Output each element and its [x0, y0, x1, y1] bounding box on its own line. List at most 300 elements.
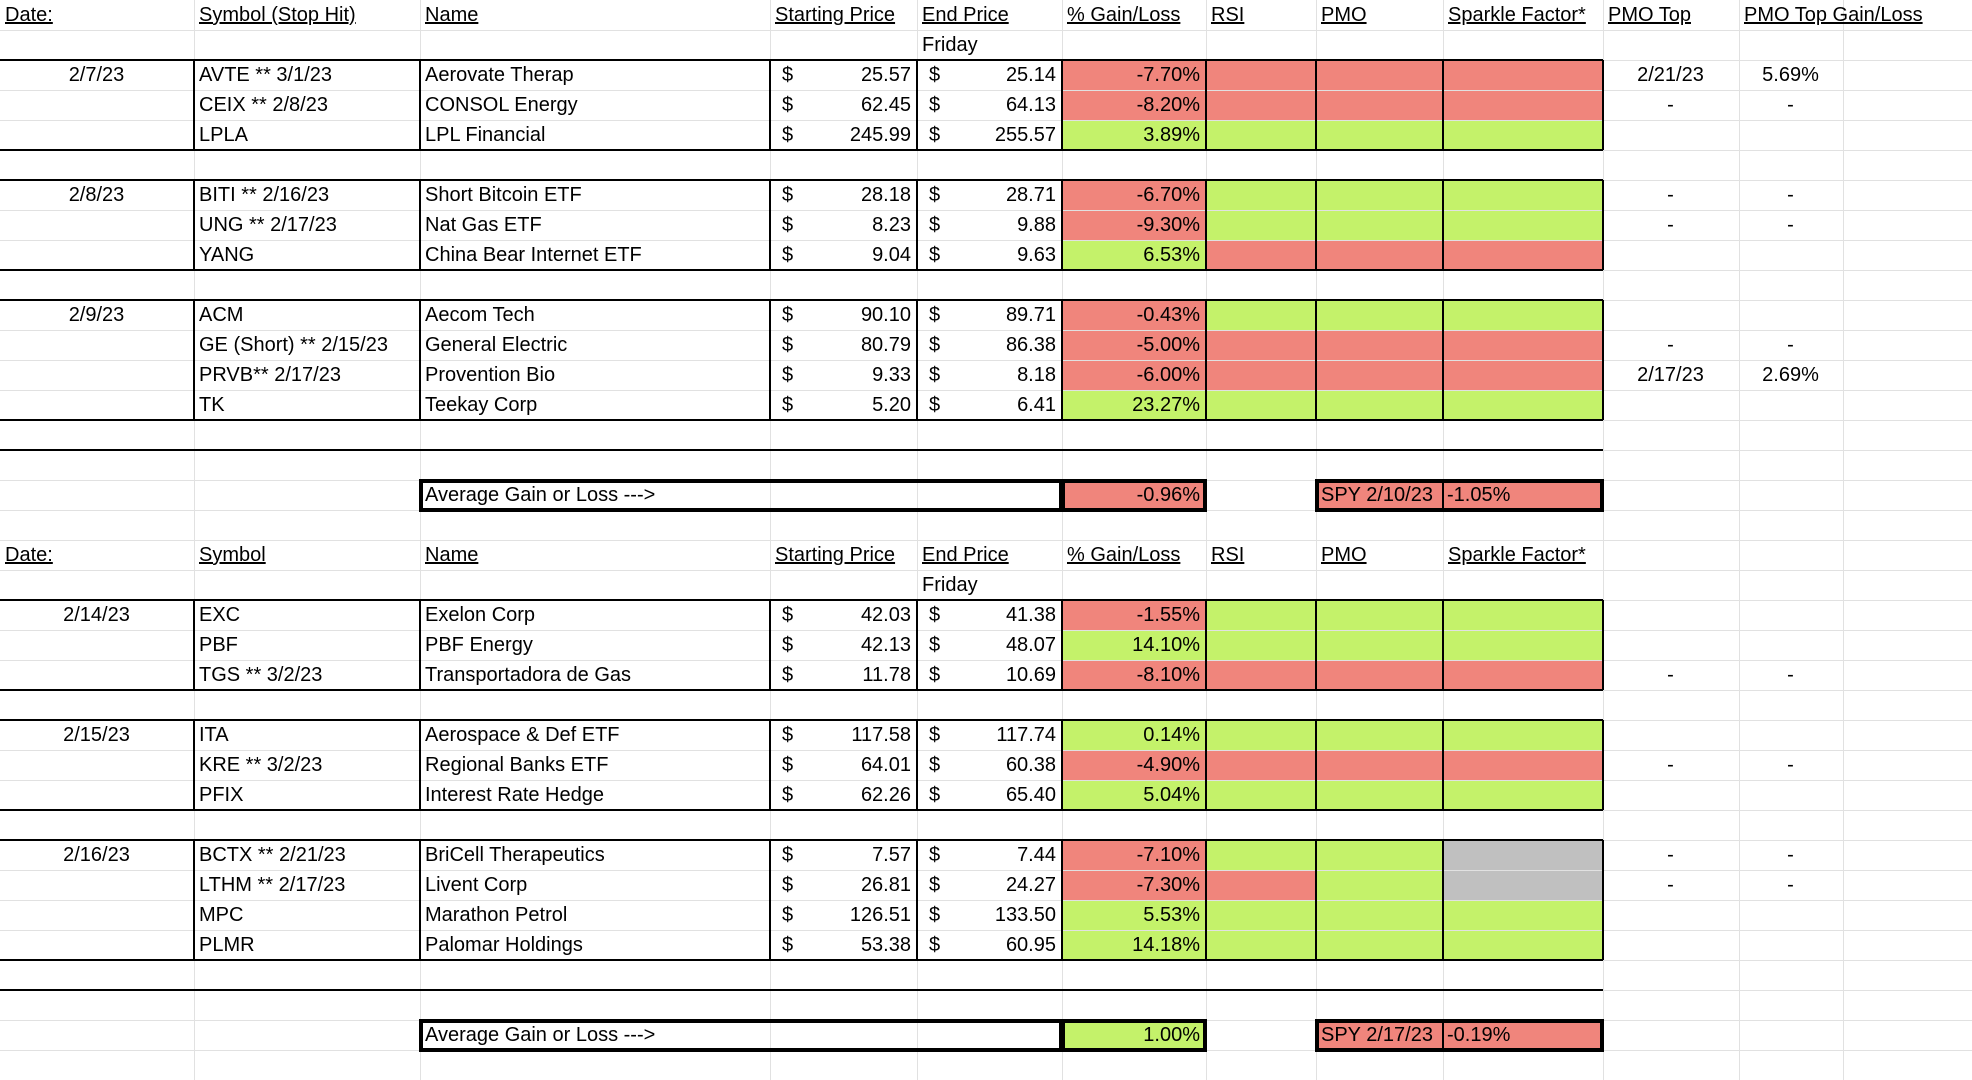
starting-price-cell[interactable]: 53.38 — [860, 934, 911, 956]
group-column-border — [419, 60, 421, 150]
rsi-indicator — [1207, 331, 1316, 360]
header-rsi[interactable]: RSI — [1211, 4, 1245, 26]
header-starting-price[interactable]: Starting Price — [775, 4, 896, 26]
end-currency[interactable]: $ — [929, 844, 941, 866]
end-currency[interactable]: $ — [929, 394, 941, 416]
gain-loss-cell[interactable]: -8.10% — [1136, 664, 1200, 686]
name-cell[interactable]: Palomar Holdings — [425, 934, 583, 956]
average-box-label — [419, 479, 1063, 512]
end-price-cell[interactable]: 41.38 — [1005, 604, 1056, 626]
end-price-cell[interactable]: 86.38 — [1005, 334, 1056, 356]
start-currency[interactable]: $ — [782, 634, 794, 656]
pmo-top-gain-cell[interactable]: - — [1787, 94, 1794, 116]
spy-value[interactable]: -1.05% — [1447, 484, 1511, 506]
name-cell[interactable]: BriCell Therapeutics — [425, 844, 605, 866]
end-currency[interactable]: $ — [929, 214, 941, 236]
starting-price-cell[interactable]: 11.78 — [862, 664, 911, 686]
group-date[interactable]: 2/15/23 — [63, 724, 130, 746]
group-column-border — [1315, 180, 1317, 270]
symbol-cell[interactable]: LPLA — [199, 124, 248, 146]
name-cell[interactable]: Aecom Tech — [425, 304, 535, 326]
group-column-border — [1205, 300, 1207, 420]
pmo-indicator — [1317, 61, 1443, 90]
header-rsi[interactable]: RSI — [1211, 544, 1245, 566]
symbol-cell[interactable]: AVTE ** 3/1/23 — [199, 64, 333, 86]
starting-price-cell[interactable]: 42.03 — [860, 604, 911, 626]
end-price-cell[interactable]: 24.27 — [1005, 874, 1056, 896]
name-cell[interactable]: Interest Rate Hedge — [425, 784, 604, 806]
name-cell[interactable]: Regional Banks ETF — [425, 754, 609, 776]
pmo-top-gain-cell[interactable] — [1739, 120, 1843, 150]
group-column-border — [769, 600, 771, 690]
group-column-border — [769, 840, 771, 960]
name-cell[interactable]: Nat Gas ETF — [425, 214, 542, 236]
average-label[interactable]: Average Gain or Loss ---> — [425, 484, 656, 506]
rsi-indicator — [1207, 931, 1316, 960]
pmo-indicator — [1317, 331, 1443, 360]
pmo-top-gain-cell[interactable] — [1739, 900, 1843, 930]
start-currency[interactable]: $ — [782, 904, 794, 926]
pmo-top-cell[interactable]: - — [1667, 334, 1674, 356]
end-currency[interactable]: $ — [929, 634, 941, 656]
pmo-top-gain-cell[interactable] — [1739, 240, 1843, 270]
pmo-top-gain-cell[interactable]: - — [1787, 874, 1794, 896]
name-cell[interactable]: Livent Corp — [425, 874, 528, 896]
pmo-indicator — [1317, 181, 1443, 210]
pmo-indicator — [1317, 91, 1443, 120]
symbol-cell[interactable]: BCTX ** 2/21/23 — [199, 844, 346, 866]
name-cell[interactable]: General Electric — [425, 334, 568, 356]
pmo-top-cell[interactable] — [1603, 120, 1739, 150]
gain-loss-cell[interactable]: 3.89% — [1143, 124, 1200, 146]
pmo-top-gain-cell[interactable] — [1739, 300, 1843, 330]
end-price-cell[interactable]: 89.71 — [1005, 304, 1056, 326]
group-date[interactable]: 2/14/23 — [63, 604, 130, 626]
group-column-border — [1061, 720, 1063, 810]
section-border — [0, 449, 1603, 451]
header-date[interactable]: Date: — [5, 544, 53, 566]
gain-loss-cell[interactable]: 5.04% — [1143, 784, 1200, 806]
symbol-cell[interactable]: CEIX ** 2/8/23 — [199, 94, 328, 116]
pmo-top-gain-cell[interactable]: - — [1787, 664, 1794, 686]
starting-price-cell[interactable]: 90.10 — [860, 304, 911, 326]
end-price-cell[interactable]: 28.71 — [1005, 184, 1056, 206]
header-gain-loss[interactable]: % Gain/Loss — [1067, 544, 1181, 566]
rsi-indicator — [1207, 781, 1316, 810]
symbol-cell[interactable]: TGS ** 3/2/23 — [199, 664, 323, 686]
symbol-cell[interactable]: PLMR — [199, 934, 255, 956]
gain-loss-cell[interactable]: -4.90% — [1136, 754, 1200, 776]
end-price-cell[interactable]: 60.95 — [1005, 934, 1056, 956]
header-pmo-top-gain[interactable]: PMO Top Gain/Loss — [1744, 4, 1923, 26]
symbol-cell[interactable]: LTHM ** 2/17/23 — [199, 874, 346, 896]
end-price-cell[interactable]: 7.44 — [1017, 844, 1056, 866]
pmo-top-gain-cell[interactable] — [1739, 780, 1843, 810]
end-price-cell[interactable]: 133.50 — [994, 904, 1056, 926]
end-price-cell[interactable]: 6.41 — [1017, 394, 1056, 416]
header-sparkle-factor[interactable]: Sparkle Factor* — [1448, 544, 1586, 566]
gain-loss-cell[interactable]: -0.43% — [1136, 304, 1200, 326]
start-currency[interactable]: $ — [782, 334, 794, 356]
symbol-cell[interactable]: MPC — [199, 904, 244, 926]
group-column-border — [1315, 840, 1317, 960]
name-cell[interactable]: LPL Financial — [425, 124, 546, 146]
name-cell[interactable]: Aerovate Therap — [425, 64, 574, 86]
pmo-top-gain-cell[interactable] — [1739, 600, 1843, 630]
group-column-border — [1442, 180, 1444, 270]
header-starting-price[interactable]: Starting Price — [775, 544, 896, 566]
pmo-indicator — [1317, 361, 1443, 390]
end-currency[interactable]: $ — [929, 244, 941, 266]
rsi-indicator — [1207, 901, 1316, 930]
pmo-indicator — [1317, 241, 1443, 270]
group-column-border — [1061, 60, 1063, 150]
group-date[interactable]: 2/7/23 — [68, 64, 125, 86]
name-cell[interactable]: Transportadora de Gas — [425, 664, 632, 686]
pmo-top-gain-cell[interactable]: - — [1787, 754, 1794, 776]
start-currency[interactable]: $ — [782, 184, 794, 206]
rsi-indicator — [1207, 871, 1316, 900]
end-currency[interactable]: $ — [929, 934, 941, 956]
gain-loss-cell[interactable]: -1.55% — [1136, 604, 1200, 626]
end-currency[interactable]: $ — [929, 904, 941, 926]
end-price-cell[interactable]: 64.13 — [1005, 94, 1056, 116]
pmo-top-cell[interactable]: 2/17/23 — [1637, 364, 1704, 386]
end-price-cell[interactable]: 8.18 — [1017, 364, 1056, 386]
pmo-top-cell[interactable]: - — [1667, 754, 1674, 776]
group-column-border — [1602, 720, 1604, 810]
starting-price-cell[interactable]: 117.58 — [851, 724, 911, 746]
pmo-top-cell[interactable]: 2/21/23 — [1637, 64, 1704, 86]
start-currency[interactable]: $ — [782, 244, 794, 266]
symbol-cell[interactable]: YANG — [199, 244, 255, 266]
end-price-cell[interactable]: 255.57 — [994, 124, 1056, 146]
pmo-top-gain-cell[interactable]: - — [1787, 334, 1794, 356]
rsi-indicator — [1207, 241, 1316, 270]
pmo-top-gain-cell[interactable]: - — [1787, 844, 1794, 866]
pmo-indicator — [1317, 751, 1443, 780]
gain-loss-cell[interactable]: -9.30% — [1136, 214, 1200, 236]
starting-price-cell[interactable]: 126.51 — [849, 904, 911, 926]
gain-loss-cell[interactable]: 23.27% — [1132, 394, 1200, 416]
pmo-top-cell[interactable] — [1603, 300, 1739, 330]
group-column-border — [1602, 600, 1604, 690]
pmo-top-gain-cell[interactable]: - — [1787, 214, 1794, 236]
end-currency[interactable]: $ — [929, 604, 941, 626]
symbol-cell[interactable]: PRVB** 2/17/23 — [199, 364, 341, 386]
group-column-border — [1315, 600, 1317, 690]
starting-price-cell[interactable]: 25.57 — [860, 64, 911, 86]
symbol-cell[interactable]: ACM — [199, 304, 244, 326]
gain-loss-cell[interactable]: -7.70% — [1136, 64, 1200, 86]
pmo-indicator — [1317, 841, 1443, 870]
starting-price-cell[interactable]: 9.04 — [872, 244, 911, 266]
pmo-top-cell[interactable]: - — [1667, 214, 1674, 236]
header-name[interactable]: Name — [425, 544, 479, 566]
end-price-cell[interactable]: 48.07 — [1005, 634, 1056, 656]
group-column-border — [1442, 720, 1444, 810]
name-cell[interactable]: CONSOL Energy — [425, 94, 578, 116]
gain-loss-cell[interactable]: -8.20% — [1136, 94, 1200, 116]
group-column-border — [419, 840, 421, 960]
name-cell[interactable]: Teekay Corp — [425, 394, 538, 416]
group-column-border — [1315, 300, 1317, 420]
average-box-label — [419, 1019, 1063, 1052]
end-price-cell[interactable]: 65.40 — [1005, 784, 1056, 806]
average-box-value — [1061, 1019, 1207, 1052]
rsi-indicator — [1207, 121, 1316, 150]
pmo-indicator — [1317, 211, 1443, 240]
group-border-bottom — [0, 419, 1603, 421]
group-border-top — [0, 299, 1603, 301]
spy-label[interactable]: SPY 2/17/23 — [1321, 1024, 1433, 1046]
pmo-top-cell[interactable] — [1603, 780, 1739, 810]
gain-loss-cell[interactable]: 0.14% — [1143, 724, 1200, 746]
sparkle-factor-indicator — [1444, 241, 1603, 270]
pmo-indicator — [1317, 781, 1443, 810]
starting-price-cell[interactable]: 7.57 — [872, 844, 911, 866]
pmo-top-cell[interactable] — [1603, 930, 1739, 960]
header-pmo[interactable]: PMO — [1321, 4, 1367, 26]
end-price-cell[interactable]: 60.38 — [1005, 754, 1056, 776]
symbol-cell[interactable]: UNG ** 2/17/23 — [199, 214, 337, 236]
start-currency[interactable]: $ — [782, 214, 794, 236]
group-border-top — [0, 179, 1603, 181]
pmo-top-gain-cell[interactable]: 2.69% — [1762, 364, 1819, 386]
gain-loss-cell[interactable]: 6.53% — [1143, 244, 1200, 266]
group-column-border — [193, 840, 195, 960]
end-currency[interactable]: $ — [929, 724, 941, 746]
end-currency[interactable]: $ — [929, 64, 941, 86]
group-column-border — [1602, 60, 1604, 150]
gain-loss-cell[interactable]: -6.70% — [1136, 184, 1200, 206]
start-currency[interactable]: $ — [782, 394, 794, 416]
spy-label[interactable]: SPY 2/10/23 — [1321, 484, 1433, 506]
average-value[interactable]: 1.00% — [1143, 1024, 1200, 1046]
starting-price-cell[interactable]: 28.18 — [860, 184, 911, 206]
group-date[interactable]: 2/8/23 — [68, 184, 125, 206]
symbol-cell[interactable]: PBF — [199, 634, 238, 656]
group-column-border — [419, 300, 421, 420]
start-currency[interactable]: $ — [782, 754, 794, 776]
header-end-price[interactable]: End Price — [922, 4, 1009, 26]
header-pmo-top[interactable]: PMO Top — [1608, 4, 1691, 26]
pmo-top-cell[interactable]: - — [1667, 94, 1674, 116]
group-border-bottom — [0, 269, 1603, 271]
end-price-cell[interactable]: 9.63 — [1017, 244, 1056, 266]
starting-price-cell[interactable]: 5.20 — [872, 394, 911, 416]
sparkle-factor-indicator — [1444, 61, 1603, 90]
start-currency[interactable]: $ — [782, 664, 794, 686]
starting-price-cell[interactable]: 62.26 — [860, 784, 911, 806]
pmo-top-cell[interactable] — [1603, 390, 1739, 420]
gain-loss-cell[interactable]: 14.18% — [1132, 934, 1200, 956]
gain-loss-cell[interactable]: -7.10% — [1136, 844, 1200, 866]
pmo-top-gain-cell[interactable] — [1739, 390, 1843, 420]
symbol-cell[interactable]: BITI ** 2/16/23 — [199, 184, 330, 206]
start-currency[interactable]: $ — [782, 64, 794, 86]
symbol-cell[interactable]: TK — [199, 394, 225, 416]
end-price-cell[interactable]: 9.88 — [1017, 214, 1056, 236]
end-currency[interactable]: $ — [929, 94, 941, 116]
symbol-cell[interactable]: KRE ** 3/2/23 — [199, 754, 323, 776]
end-currency[interactable]: $ — [929, 304, 941, 326]
pmo-top-cell[interactable]: - — [1667, 184, 1674, 206]
pmo-top-cell[interactable]: - — [1667, 844, 1674, 866]
sparkle-factor-indicator — [1444, 331, 1603, 360]
pmo-indicator — [1317, 901, 1443, 930]
group-border-top — [0, 719, 1603, 721]
header-date[interactable]: Date: — [5, 4, 53, 26]
symbol-cell[interactable]: GE (Short) ** 2/15/23 — [199, 334, 388, 356]
rsi-indicator — [1207, 661, 1316, 690]
sparkle-factor-indicator — [1444, 901, 1603, 930]
gain-loss-cell[interactable]: -5.00% — [1136, 334, 1200, 356]
name-cell[interactable]: Aerospace & Def ETF — [425, 724, 620, 746]
section-border — [0, 989, 1603, 991]
end-currency[interactable]: $ — [929, 364, 941, 386]
header-end-price[interactable]: End Price — [922, 544, 1009, 566]
end-currency[interactable]: $ — [929, 784, 941, 806]
pmo-top-cell[interactable]: - — [1667, 874, 1674, 896]
start-currency[interactable]: $ — [782, 784, 794, 806]
group-column-border — [916, 60, 918, 150]
header-gain-loss[interactable]: % Gain/Loss — [1067, 4, 1181, 26]
group-border-bottom — [0, 689, 1603, 691]
gain-loss-cell[interactable]: -7.30% — [1136, 874, 1200, 896]
name-cell[interactable]: PBF Energy — [425, 634, 533, 656]
pmo-top-cell[interactable] — [1603, 900, 1739, 930]
pmo-top-gain-cell[interactable] — [1739, 630, 1843, 660]
end-currency[interactable]: $ — [929, 124, 941, 146]
header-symbol[interactable]: Symbol — [199, 544, 266, 566]
spy-value[interactable]: -0.19% — [1447, 1024, 1511, 1046]
starting-price-cell[interactable]: 245.99 — [849, 124, 911, 146]
start-currency[interactable]: $ — [782, 364, 794, 386]
pmo-top-gain-cell[interactable] — [1739, 720, 1843, 750]
group-column-border — [1205, 600, 1207, 690]
starting-price-cell[interactable]: 80.79 — [860, 334, 911, 356]
sparkle-factor-indicator — [1444, 721, 1603, 750]
group-date[interactable]: 2/9/23 — [68, 304, 125, 326]
start-currency[interactable]: $ — [782, 304, 794, 326]
end-currency[interactable]: $ — [929, 664, 941, 686]
name-cell[interactable]: Exelon Corp — [425, 604, 536, 626]
header-end-price-friday[interactable]: Friday — [922, 574, 978, 596]
group-column-border — [193, 600, 195, 690]
gain-loss-cell[interactable]: -6.00% — [1136, 364, 1200, 386]
group-column-border — [769, 60, 771, 150]
rsi-indicator — [1207, 61, 1316, 90]
group-column-border — [1061, 600, 1063, 690]
spy-box — [1315, 479, 1604, 512]
group-date[interactable]: 2/16/23 — [63, 844, 130, 866]
start-currency[interactable]: $ — [782, 604, 794, 626]
group-column-border — [769, 180, 771, 270]
gain-loss-cell[interactable]: 14.10% — [1132, 634, 1200, 656]
starting-price-cell[interactable]: 64.01 — [860, 754, 911, 776]
name-cell[interactable]: Short Bitcoin ETF — [425, 184, 582, 206]
sparkle-factor-indicator — [1444, 181, 1603, 210]
header-sparkle-factor[interactable]: Sparkle Factor* — [1448, 4, 1586, 26]
average-value[interactable]: -0.96% — [1136, 484, 1200, 506]
start-currency[interactable]: $ — [782, 94, 794, 116]
end-currency[interactable]: $ — [929, 874, 941, 896]
group-column-border — [419, 720, 421, 810]
pmo-top-gain-cell[interactable] — [1739, 930, 1843, 960]
starting-price-cell[interactable]: 62.45 — [860, 94, 911, 116]
end-price-cell[interactable]: 10.69 — [1005, 664, 1056, 686]
sparkle-factor-indicator — [1444, 781, 1603, 810]
header-pmo[interactable]: PMO — [1321, 544, 1367, 566]
start-currency[interactable]: $ — [782, 934, 794, 956]
pmo-indicator — [1317, 601, 1443, 630]
average-label[interactable]: Average Gain or Loss ---> — [425, 1024, 656, 1046]
pmo-top-cell[interactable] — [1603, 630, 1739, 660]
pmo-top-gain-cell[interactable]: 5.69% — [1762, 64, 1819, 86]
start-currency[interactable]: $ — [782, 124, 794, 146]
end-price-cell[interactable]: 117.74 — [996, 724, 1056, 746]
name-cell[interactable]: Marathon Petrol — [425, 904, 568, 926]
end-currency[interactable]: $ — [929, 334, 941, 356]
pmo-top-gain-cell[interactable]: - — [1787, 184, 1794, 206]
symbol-cell[interactable]: EXC — [199, 604, 241, 626]
header-name[interactable]: Name — [425, 4, 479, 26]
group-column-border — [1061, 300, 1063, 420]
pmo-top-cell[interactable] — [1603, 600, 1739, 630]
pmo-top-cell[interactable] — [1603, 720, 1739, 750]
header-symbol[interactable]: Symbol (Stop Hit) — [199, 4, 356, 26]
name-cell[interactable]: Provention Bio — [425, 364, 556, 386]
symbol-cell[interactable]: PFIX — [199, 784, 244, 806]
start-currency[interactable]: $ — [782, 724, 794, 746]
group-border-top — [0, 599, 1603, 601]
sparkle-factor-indicator — [1444, 661, 1603, 690]
pmo-top-cell[interactable]: - — [1667, 664, 1674, 686]
group-column-border — [193, 60, 195, 150]
group-column-border — [769, 720, 771, 810]
starting-price-cell[interactable]: 26.81 — [860, 874, 911, 896]
end-currency[interactable]: $ — [929, 184, 941, 206]
symbol-cell[interactable]: ITA — [199, 724, 229, 746]
end-price-cell[interactable]: 25.14 — [1005, 64, 1056, 86]
rsi-indicator — [1207, 721, 1316, 750]
group-column-border — [916, 300, 918, 420]
group-column-border — [419, 180, 421, 270]
group-column-border — [1602, 840, 1604, 960]
end-currency[interactable]: $ — [929, 754, 941, 776]
gain-loss-cell[interactable]: 5.53% — [1143, 904, 1200, 926]
group-column-border — [1205, 840, 1207, 960]
name-cell[interactable]: China Bear Internet ETF — [425, 244, 642, 266]
starting-price-cell[interactable]: 9.33 — [872, 364, 911, 386]
group-border-bottom — [0, 809, 1603, 811]
starting-price-cell[interactable]: 8.23 — [872, 214, 911, 236]
group-column-border — [1442, 60, 1444, 150]
start-currency[interactable]: $ — [782, 844, 794, 866]
group-column-border — [1442, 600, 1444, 690]
group-column-border — [1061, 840, 1063, 960]
group-border-bottom — [0, 149, 1603, 151]
pmo-indicator — [1317, 391, 1443, 420]
starting-price-cell[interactable]: 42.13 — [860, 634, 911, 656]
group-column-border — [1442, 300, 1444, 420]
group-column-border — [1061, 180, 1063, 270]
rsi-indicator — [1207, 211, 1316, 240]
header-end-price-friday[interactable]: Friday — [922, 34, 978, 56]
pmo-top-cell[interactable] — [1603, 240, 1739, 270]
start-currency[interactable]: $ — [782, 874, 794, 896]
